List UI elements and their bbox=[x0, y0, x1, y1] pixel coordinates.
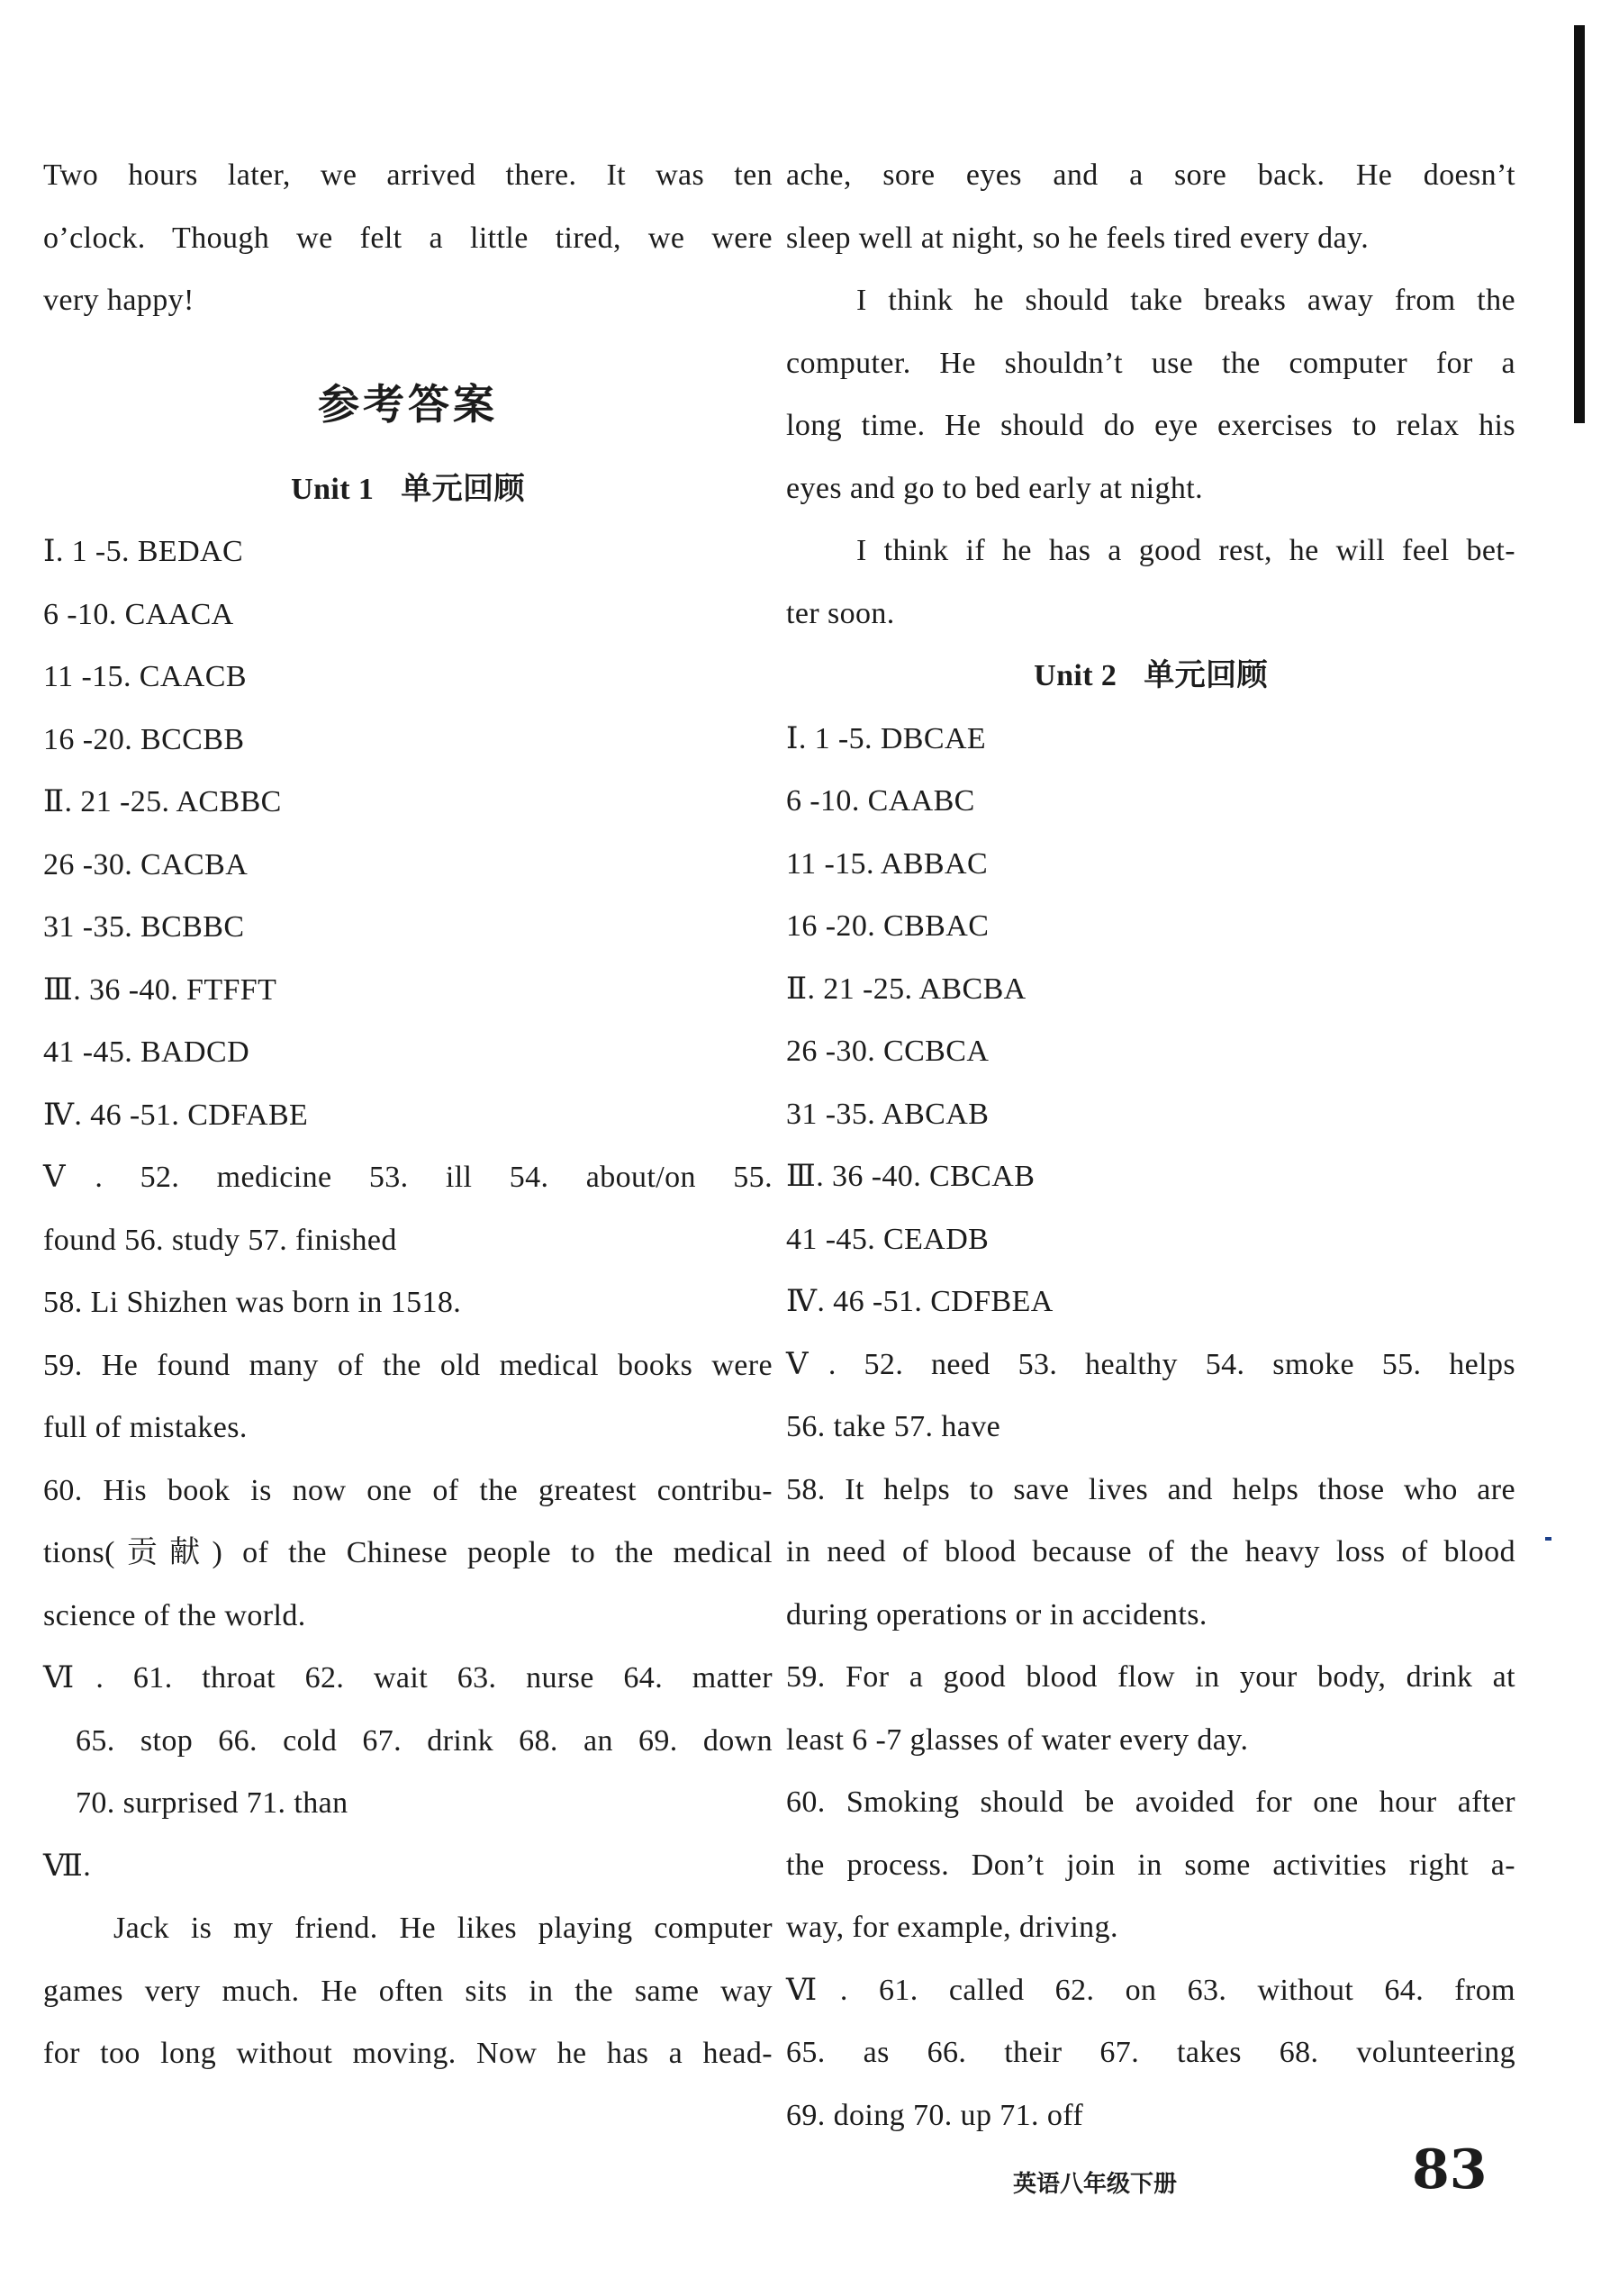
essay-line: ter soon. bbox=[786, 596, 895, 630]
answer-line: full of mistakes. bbox=[43, 1411, 248, 1444]
essay-line: long time. He should do eye exercises to relax his bbox=[786, 409, 1515, 442]
answer-line: 41 -45. BADCD bbox=[43, 1035, 250, 1069]
essay-line: ache, sore eyes and a sore back. He doesn’t bbox=[786, 158, 1515, 192]
answer-line: Ⅱ. 21 -25. ABCBA bbox=[786, 972, 1027, 1006]
intro-line: Two hours later, we arrived there. It was ten bbox=[43, 158, 773, 192]
answer-line: 58. It helps to save lives and helps those who are bbox=[786, 1472, 1515, 1506]
page-number: 83 bbox=[1412, 2138, 1488, 2201]
answer-line: science of the world. bbox=[43, 1598, 306, 1632]
answer-line: in need of blood because of the heavy loss of blood bbox=[786, 1535, 1515, 1568]
essay-line: games very much. He often sits in the same way bbox=[43, 1974, 773, 2008]
right-column bbox=[786, 144, 1515, 2147]
essay-line: Jack is my friend. He likes playing computer bbox=[113, 1912, 773, 1945]
answer-line: 60. Smoking should be avoided for one hour after bbox=[786, 1785, 1515, 1819]
page-edge-bar bbox=[1574, 25, 1585, 423]
answer-line: Ⅱ. 21 -25. ACBBC bbox=[43, 785, 282, 818]
answer-line: 11 -15. ABBAC bbox=[786, 846, 989, 881]
intro-line: o’clock. Though we felt a little tired, we were bbox=[43, 221, 773, 255]
answer-line: 16 -20. BCCBB bbox=[43, 722, 245, 756]
unit-2-cn-label: 单元回顾 bbox=[1144, 657, 1268, 693]
answer-line: Ⅰ. 1 -5. BEDAC bbox=[43, 535, 244, 568]
answer-line: the process. Don’t join in some activities right a- bbox=[786, 1848, 1515, 1882]
answer-line: 26 -30. CACBA bbox=[43, 847, 249, 881]
answer-line: 59. For a good blood flow in your body, drink at bbox=[786, 1660, 1515, 1694]
answer-line: Ⅵ. 61. throat 62. wait 63. nurse 64. matter bbox=[43, 1661, 773, 1695]
answer-line: least 6 -7 glasses of water every day. bbox=[786, 1722, 1249, 1757]
left-column bbox=[43, 144, 773, 2085]
answer-line: Ⅶ. bbox=[43, 1849, 92, 1883]
essay-line: for too long without moving. Now he has a head- bbox=[43, 2037, 773, 2070]
answer-line: tions(贡献) of the Chinese people to the medical bbox=[43, 1536, 773, 1569]
answer-line: 65. as 66. their 67. takes 68. volunteering bbox=[786, 2036, 1515, 2069]
answer-line: Ⅲ. 36 -40. FTFFT bbox=[43, 972, 277, 1007]
answer-line: 16 -20. CBBAC bbox=[786, 909, 990, 943]
answer-line: 6 -10. CAABC bbox=[786, 784, 975, 818]
unit-1-cn-label: 单元回顾 bbox=[401, 470, 525, 507]
answer-line: Ⅳ. 46 -51. CDFBEA bbox=[786, 1285, 1054, 1318]
section-title: 参考答案 bbox=[318, 379, 498, 429]
answer-line: 31 -35. ABCAB bbox=[786, 1097, 990, 1131]
footer-book-title: 英语八年级下册 bbox=[1013, 2171, 1178, 2198]
answer-line: 58. Li Shizhen was born in 1518. bbox=[43, 1286, 462, 1319]
answer-line: found 56. study 57. finished bbox=[43, 1223, 397, 1257]
blue-dot-mark bbox=[1545, 1537, 1551, 1541]
answer-line: Ⅰ. 1 -5. DBCAE bbox=[786, 721, 987, 755]
intro-line: very happy! bbox=[43, 284, 194, 317]
answer-line: Ⅴ. 52. medicine 53. ill 54. about/on 55. bbox=[43, 1161, 773, 1194]
unit-1-heading bbox=[43, 458, 773, 521]
answer-line: 59. He found many of the old medical books were bbox=[43, 1348, 773, 1382]
answer-line: 70. surprised 71. than bbox=[76, 1786, 348, 1820]
essay-line: I think if he has a good rest, he will feel bet- bbox=[856, 534, 1515, 567]
answer-line: 26 -30. CCBCA bbox=[786, 1035, 990, 1068]
answer-line: 60. His book is now one of the greatest contribu- bbox=[43, 1473, 773, 1507]
unit-1-label: Unit 1 bbox=[291, 472, 375, 506]
answer-line: during operations or in accidents. bbox=[786, 1597, 1208, 1632]
answer-line: Ⅳ. 46 -51. CDFABE bbox=[43, 1098, 309, 1132]
unit-2-label: Unit 2 bbox=[1034, 659, 1117, 692]
answer-line: 11 -15. CAACB bbox=[43, 660, 247, 693]
answer-line: Ⅵ. 61. called 62. on 63. without 64. from bbox=[786, 1973, 1515, 2007]
essay-line: I think he should take breaks away from the bbox=[856, 284, 1515, 317]
answer-line: 69. doing 70. up 71. off bbox=[786, 2098, 1084, 2132]
unit-2-heading bbox=[786, 645, 1515, 708]
essay-line: computer. He shouldn’t use the computer for a bbox=[786, 346, 1515, 380]
answer-line: 6 -10. CAACA bbox=[43, 597, 234, 631]
answer-line: 65. stop 66. cold 67. drink 68. an 69. down bbox=[76, 1723, 773, 1758]
answer-line: Ⅴ. 52. need 53. healthy 54. smoke 55. helps bbox=[786, 1347, 1515, 1381]
answer-line: way, for example, driving. bbox=[786, 1911, 1118, 1944]
answer-line: 41 -45. CEADB bbox=[786, 1222, 990, 1256]
answer-line: 31 -35. BCBBC bbox=[43, 910, 245, 944]
essay-line: eyes and go to bed early at night. bbox=[786, 471, 1204, 505]
answer-line: Ⅲ. 36 -40. CBCAB bbox=[786, 1160, 1036, 1193]
answer-line: 56. take 57. have bbox=[786, 1410, 1001, 1443]
essay-line: sleep well at night, so he feels tired every day. bbox=[786, 221, 1370, 255]
